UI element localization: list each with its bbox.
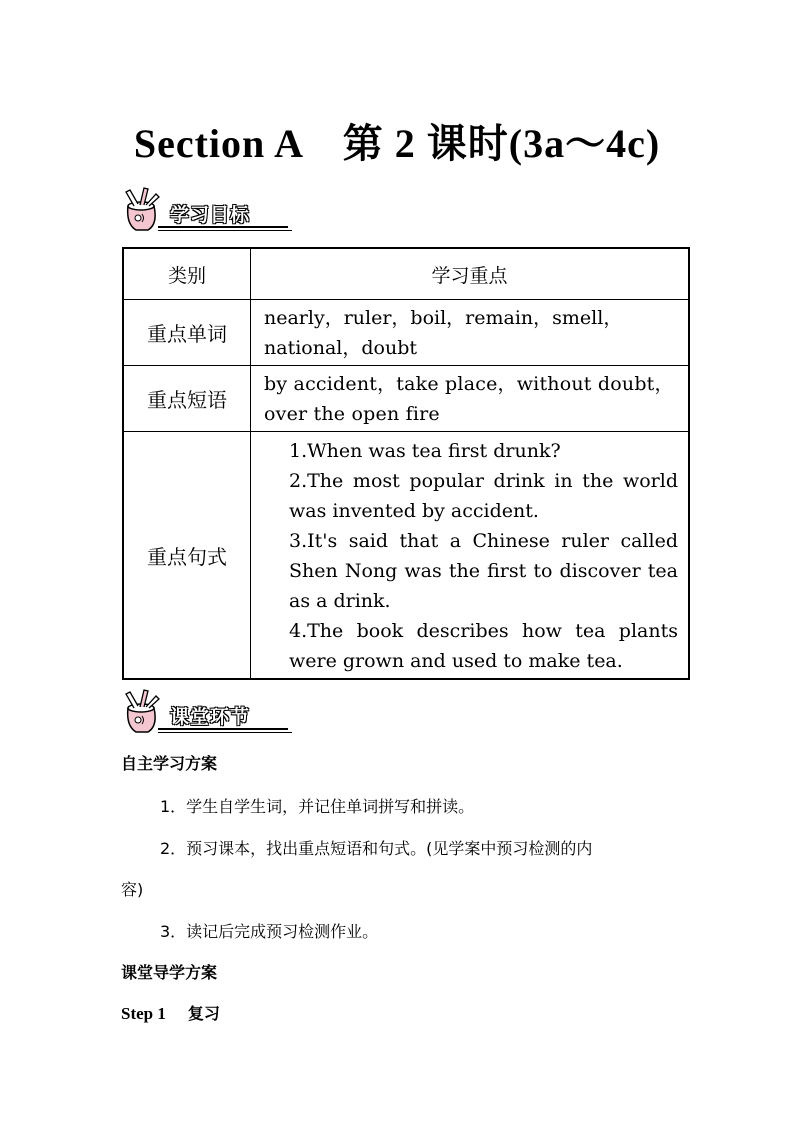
row-content: by accident，take place，without doubt，over the open fire xyxy=(251,366,690,432)
step-1-heading xyxy=(121,1001,220,1024)
list-item: 2.The most popular drink in the world was invented by accident. xyxy=(289,470,678,522)
table-row xyxy=(123,432,689,680)
table-row xyxy=(123,366,689,432)
guided-study-heading: 课堂导学方案 xyxy=(121,963,218,982)
list-item: 1.When was tea first drunk? xyxy=(289,440,561,462)
key-sentence-list xyxy=(264,436,678,676)
header-focus: 学习重点 xyxy=(251,248,690,300)
row-category: 重点短语 xyxy=(123,366,251,432)
section-banner-class xyxy=(114,686,294,734)
self-study-item-3: 3．读记后完成预习检测作业。 xyxy=(160,922,379,941)
section-banner-goals xyxy=(114,184,294,232)
step-title: 复习 xyxy=(187,1004,220,1023)
row-category: 重点句式 xyxy=(123,432,251,680)
list-item: 4.The book describes how tea plants were grown and used to make tea. xyxy=(289,620,678,672)
self-study-item-2: 2．预习课本，找出重点短语和句式。(见学案中预习检测的内 xyxy=(160,839,593,858)
banner-label xyxy=(158,202,288,228)
self-study-item-1: 1．学生自学生词，并记住单词拼写和拼读。 xyxy=(160,797,475,816)
list-item: 3.It's said that a Chinese ruler called Shen Nong was the first to discover tea as a drink. xyxy=(289,530,678,612)
page-title: Section A 第 2 课时(3a～4c) xyxy=(133,121,661,166)
row-category: 重点单词 xyxy=(123,300,251,366)
row-content: nearly，ruler，boil，remain，smell，national，doubt xyxy=(251,300,690,366)
self-study-item-2-cont: 容) xyxy=(121,880,144,899)
table-row xyxy=(123,300,689,366)
learning-goals-table xyxy=(122,247,690,680)
banner-goals-text: 学习目标 xyxy=(170,204,251,226)
row-content xyxy=(251,432,690,680)
table-header-row xyxy=(123,248,689,300)
step-label: Step 1 xyxy=(121,1004,166,1023)
header-category: 类别 xyxy=(123,248,251,300)
banner-class-text: 课堂环节 xyxy=(170,706,251,728)
self-study-heading: 自主学习方案 xyxy=(121,754,218,773)
banner-label xyxy=(158,704,288,730)
